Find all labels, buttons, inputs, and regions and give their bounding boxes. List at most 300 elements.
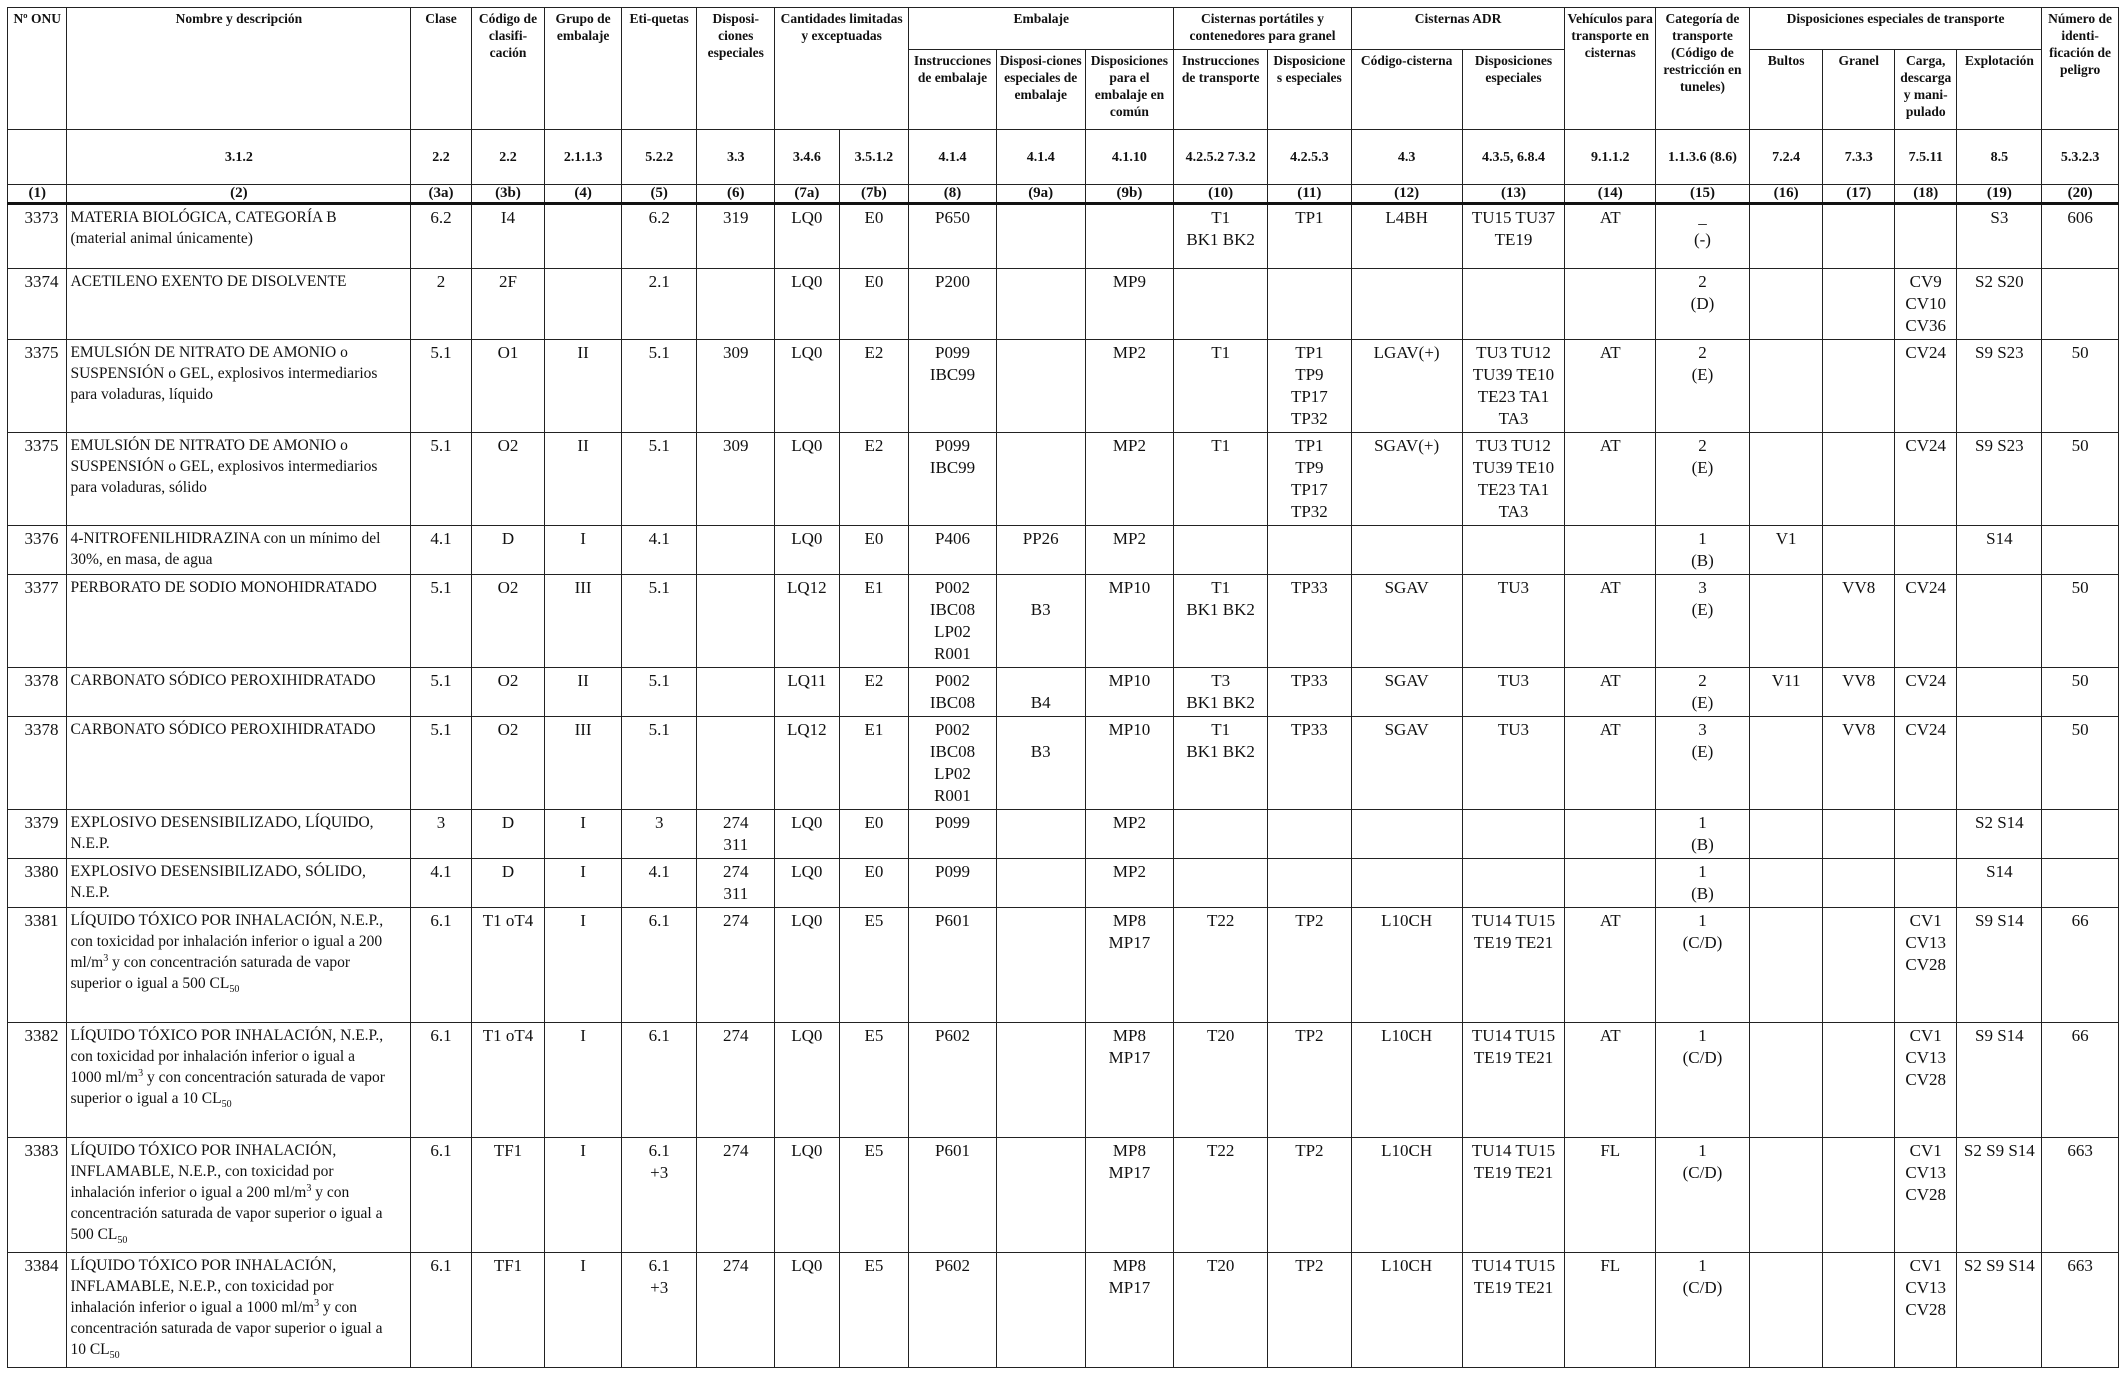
- special-provisions-cell: [697, 859, 775, 908]
- packing-special-cell: [996, 269, 1085, 340]
- header-adr-special: Disposiciones especiales: [1462, 50, 1565, 130]
- excepted-quantity-cell: E0: [839, 859, 909, 908]
- tank-code-cell: [1351, 269, 1462, 340]
- un-number-cell: 3383: [8, 1138, 67, 1253]
- name-cell-line: con toxicidad por inhalación inferior o igual a 200: [70, 933, 383, 950]
- packing-instructions-cell: [909, 1138, 997, 1253]
- loading-cell: [1894, 1138, 1957, 1253]
- packing-instructions-cell: [909, 908, 997, 1023]
- packing-special-cell-line: B3: [1030, 600, 1051, 619]
- packing-instructions-cell: [909, 1253, 997, 1368]
- operation-cell-line: S2 S9 S14: [1963, 1141, 2035, 1160]
- packing-special-cell: [996, 204, 1085, 269]
- transport-category-cell-line: 2: [1698, 436, 1707, 455]
- tank-code-cell: L10CH: [1351, 908, 1462, 1023]
- table-row: [8, 204, 2119, 269]
- name-cell-line: INFLAMABLE, N.E.P., con toxicidad por: [70, 1163, 334, 1180]
- transport-category-cell: [1656, 1138, 1750, 1253]
- header-transport-category: Categoría de transporte (Código de restricción en tuneles): [1656, 8, 1750, 130]
- name-cell: [67, 668, 411, 717]
- hazard-number-cell: 50: [2042, 717, 2119, 810]
- name-cell-line: para voladuras, sólido: [70, 479, 207, 496]
- adr-special-cell: [1462, 810, 1565, 859]
- tank-special-cell-line: TP32: [1290, 409, 1328, 428]
- mixed-packing-cell: [1085, 269, 1174, 340]
- packing-special-cell: [996, 433, 1085, 526]
- loading-cell: [1894, 859, 1957, 908]
- name-cell-line: concentración saturada de vapor superior o igual a: [70, 1205, 383, 1222]
- loading-cell: [1894, 340, 1957, 433]
- header-limited-quantities: Cantidades limitadas y exceptuadas: [775, 8, 909, 130]
- special-provisions-cell: [697, 575, 775, 668]
- bulk-cell: [1823, 859, 1895, 908]
- name-cell-line: LÍQUIDO TÓXICO POR INHALACIÓN,: [70, 1142, 337, 1159]
- mixed-packing-cell: [1085, 810, 1174, 859]
- tank-instructions-cell: [1174, 717, 1268, 810]
- loading-cell-line: CV13: [1905, 1163, 1947, 1182]
- tank-instructions-cell-line: T22: [1206, 911, 1235, 930]
- adr-special-cell-line: TA3: [1498, 409, 1529, 428]
- loading-cell-line: CV10: [1905, 294, 1947, 313]
- tank-vehicle-cell: AT: [1565, 668, 1656, 717]
- adr-special-cell: [1462, 717, 1565, 810]
- classification-code-cell: TF1: [471, 1138, 545, 1253]
- packing-instructions-cell: [909, 269, 997, 340]
- header-name: Nombre y descripción: [67, 8, 411, 130]
- tank-special-cell: [1268, 340, 1352, 433]
- header-packing-group: Grupo de embalaje: [545, 8, 622, 130]
- excepted-quantity-cell: E0: [839, 526, 909, 575]
- packages-cell: [1749, 269, 1823, 340]
- labels-cell-line: 4.1: [648, 529, 670, 548]
- name-cell-line: 30%, en masa, de agua: [70, 551, 213, 568]
- operation-cell-line: S9 S23: [1975, 436, 2024, 455]
- transport-category-cell-line: (B): [1691, 884, 1714, 903]
- header-mixed-packing: Disposiciones para el embalaje en común: [1085, 50, 1174, 130]
- mixed-packing-cell-line: MP17: [1108, 1163, 1151, 1182]
- transport-category-cell-line: 1: [1698, 529, 1707, 548]
- special-provisions-cell: [697, 668, 775, 717]
- header-un-number: Nº ONU: [8, 8, 67, 130]
- special-provisions-cell-line: 309: [723, 436, 749, 455]
- packing-group-cell: I: [545, 1023, 622, 1138]
- excepted-quantity-cell: E5: [839, 1138, 909, 1253]
- dangerous-goods-table-page: [7, 7, 2119, 1368]
- special-provisions-cell-line: 274: [723, 1141, 749, 1160]
- special-provisions-cell: [697, 1138, 775, 1253]
- special-provisions-cell: [697, 908, 775, 1023]
- excepted-quantity-cell: E0: [839, 204, 909, 269]
- tank-code-cell: L10CH: [1351, 1138, 1462, 1253]
- hazard-number-cell: 66: [2042, 908, 2119, 1023]
- class-cell: 6.1: [411, 908, 471, 1023]
- name-cell-line: superior o igual a 10 $CL_{50}$: [70, 1090, 232, 1111]
- mixed-packing-cell-line: MP8: [1112, 911, 1146, 930]
- tank-instructions-cell-line: BK1 BK2: [1186, 600, 1255, 619]
- tank-instructions-cell-line: T1: [1211, 343, 1231, 362]
- header-tank-special: Disposicione s especiales: [1268, 50, 1352, 130]
- packing-instructions-cell-line: R001: [934, 786, 971, 805]
- header-bulk: Granel: [1823, 50, 1895, 130]
- hazard-number-cell: 606: [2042, 204, 2119, 269]
- tank-instructions-cell-line: BK1 BK2: [1186, 230, 1255, 249]
- tank-special-cell-line: TP2: [1295, 1256, 1324, 1275]
- loading-cell: [1894, 526, 1957, 575]
- mixed-packing-cell-line: MP10: [1108, 578, 1151, 597]
- name-cell-line: superior o igual a 500 $CL_{50}$: [70, 975, 240, 996]
- loading-cell: [1894, 575, 1957, 668]
- packing-instructions-cell-line: IBC99: [929, 365, 976, 384]
- tank-code-cell: SGAV(+): [1351, 433, 1462, 526]
- operation-cell-line: S2 S14: [1975, 813, 2024, 832]
- class-cell: 5.1: [411, 340, 471, 433]
- un-number-cell: 3379: [8, 810, 67, 859]
- operation-cell: [1957, 269, 2042, 340]
- tank-code-cell: [1351, 526, 1462, 575]
- name-cell-line: 500 $CL_{50}$: [70, 1226, 128, 1247]
- section-ref-cell: 3.1.2: [67, 130, 411, 185]
- adr-special-cell-line: TU15 TU37: [1471, 208, 1556, 227]
- tank-instructions-cell-line: T20: [1206, 1026, 1235, 1045]
- un-number-cell: 3382: [8, 1023, 67, 1138]
- tank-vehicle-cell: AT: [1565, 717, 1656, 810]
- operation-cell: [1957, 717, 2042, 810]
- packages-cell: [1749, 433, 1823, 526]
- name-cell: [67, 269, 411, 340]
- operation-cell: [1957, 908, 2042, 1023]
- limited-quantity-cell: LQ12: [775, 717, 840, 810]
- packing-instructions-cell-line: P002: [935, 671, 970, 690]
- column-number-cell: (4): [545, 185, 622, 204]
- adr-special-cell-line: TE19 TE21: [1473, 933, 1554, 952]
- name-cell: [67, 433, 411, 526]
- packing-instructions-cell: [909, 810, 997, 859]
- column-number-cell: (11): [1268, 185, 1352, 204]
- packing-group-cell: [545, 204, 622, 269]
- packing-group-cell: I: [545, 859, 622, 908]
- tank-vehicle-cell: AT: [1565, 433, 1656, 526]
- loading-cell: [1894, 1023, 1957, 1138]
- mixed-packing-cell-line: MP17: [1108, 1278, 1151, 1297]
- classification-code-cell: O2: [471, 717, 545, 810]
- header-special-provisions: Disposi-ciones especiales: [697, 8, 775, 130]
- transport-category-cell-line: (C/D): [1682, 1278, 1723, 1297]
- un-number-cell: 3384: [8, 1253, 67, 1368]
- loading-cell-line: CV13: [1905, 1048, 1947, 1067]
- special-provisions-cell-line: 274: [723, 813, 749, 832]
- packing-special-cell-line: B3: [1030, 742, 1051, 761]
- header-packing-instructions: Instrucciones de embalaje: [909, 50, 997, 130]
- tank-instructions-cell: [1174, 433, 1268, 526]
- limited-quantity-cell: LQ0: [775, 526, 840, 575]
- operation-cell: [1957, 526, 2042, 575]
- column-number-cell: (5): [621, 185, 697, 204]
- packing-group-cell: II: [545, 433, 622, 526]
- excepted-quantity-cell: E2: [839, 433, 909, 526]
- operation-cell-line: S9 S14: [1975, 1026, 2024, 1045]
- name-cell-line: inhalación inferior o igual a 200 $ml/m^3$ y con: [70, 1182, 350, 1201]
- name-cell-line: LÍQUIDO TÓXICO POR INHALACIÓN, N.E.P.,: [70, 1027, 384, 1044]
- tank-special-cell-line: TP2: [1295, 1141, 1324, 1160]
- packing-special-cell: [996, 810, 1085, 859]
- table-header: [8, 8, 2119, 204]
- adr-special-cell-line: TE19 TE21: [1473, 1163, 1554, 1182]
- name-cell-line: SUSPENSIÓN o GEL, explosivos intermediarios: [70, 458, 378, 475]
- operation-cell: [1957, 204, 2042, 269]
- name-cell: [67, 717, 411, 810]
- loading-cell-line: CV28: [1905, 1185, 1947, 1204]
- labels-cell: [621, 526, 697, 575]
- name-cell: [67, 859, 411, 908]
- limited-quantity-cell: LQ0: [775, 1138, 840, 1253]
- labels-cell-line: 5.1: [648, 671, 670, 690]
- name-cell-line: PERBORATO DE SODIO MONOHIDRATADO: [70, 579, 377, 596]
- special-provisions-cell: [697, 340, 775, 433]
- special-provisions-cell: [697, 269, 775, 340]
- limited-quantity-cell: LQ0: [775, 810, 840, 859]
- packing-instructions-cell-line: P099: [935, 813, 970, 832]
- packing-special-cell: [996, 1138, 1085, 1253]
- packing-instructions-cell-line: LP02: [934, 764, 971, 783]
- name-cell-line: N.E.P.: [70, 884, 110, 901]
- tank-special-cell: [1268, 859, 1352, 908]
- packing-group-cell: I: [545, 810, 622, 859]
- packing-instructions-cell: [909, 575, 997, 668]
- operation-cell: [1957, 1138, 2042, 1253]
- table-row: [8, 859, 2119, 908]
- tank-vehicle-cell: FL: [1565, 1138, 1656, 1253]
- mixed-packing-cell: [1085, 204, 1174, 269]
- tank-special-cell: [1268, 1023, 1352, 1138]
- labels-cell: [621, 908, 697, 1023]
- section-ref-cell: 4.2.5.2 7.3.2: [1174, 130, 1268, 185]
- limited-quantity-cell: LQ0: [775, 859, 840, 908]
- loading-cell-line: CV24: [1905, 343, 1947, 362]
- column-number-cell: (13): [1462, 185, 1565, 204]
- section-ref-cell: 1.1.3.6 (8.6): [1656, 130, 1750, 185]
- excepted-quantity-cell: E0: [839, 810, 909, 859]
- classification-code-cell: TF1: [471, 1253, 545, 1368]
- labels-cell-line: +3: [650, 1278, 669, 1297]
- name-cell-line: 1000 $ml/m^3$ y con concentración saturada de vapor: [70, 1067, 385, 1086]
- un-number-cell: 3381: [8, 908, 67, 1023]
- tank-instructions-cell: [1174, 204, 1268, 269]
- class-cell: 6.2: [411, 204, 471, 269]
- packing-instructions-cell-line: P601: [935, 911, 970, 930]
- un-number-cell: 3378: [8, 717, 67, 810]
- packages-cell: V11: [1749, 668, 1823, 717]
- bulk-cell: VV8: [1823, 668, 1895, 717]
- tank-vehicle-cell: AT: [1565, 1023, 1656, 1138]
- limited-quantity-cell: LQ0: [775, 1253, 840, 1368]
- name-cell: [67, 526, 411, 575]
- tank-special-cell: [1268, 1138, 1352, 1253]
- special-provisions-cell: [697, 433, 775, 526]
- loading-cell: [1894, 810, 1957, 859]
- table-row: [8, 526, 2119, 575]
- name-cell-line: 10 $CL_{50}$: [70, 1341, 120, 1362]
- tank-special-cell-line: TP9: [1295, 458, 1324, 477]
- table-body: [8, 204, 2119, 1368]
- name-cell-line: MATERIA BIOLÓGICA, CATEGORÍA B: [70, 209, 337, 226]
- table-row: [8, 908, 2119, 1023]
- loading-cell-line: CV28: [1905, 955, 1947, 974]
- name-cell: [67, 908, 411, 1023]
- packing-instructions-cell: [909, 859, 997, 908]
- name-cell-line: EMULSIÓN DE NITRATO DE AMONIO o: [70, 344, 348, 361]
- section-ref-cell: 7.5.11: [1894, 130, 1957, 185]
- table-row: [8, 717, 2119, 810]
- bulk-cell: [1823, 204, 1895, 269]
- transport-category-cell: [1656, 575, 1750, 668]
- adr-special-cell: [1462, 908, 1565, 1023]
- name-cell-line: LÍQUIDO TÓXICO POR INHALACIÓN,: [70, 1257, 337, 1274]
- loading-cell-line: CV24: [1905, 671, 1947, 690]
- special-provisions-cell-line: 274: [723, 911, 749, 930]
- transport-category-cell: [1656, 526, 1750, 575]
- packing-special-cell: [996, 340, 1085, 433]
- un-number-cell: 3378: [8, 668, 67, 717]
- column-number-cell: (9b): [1085, 185, 1174, 204]
- tank-special-cell-line: TP2: [1295, 1026, 1324, 1045]
- packing-instructions-cell: [909, 717, 997, 810]
- section-ref-cell: 4.3: [1351, 130, 1462, 185]
- packing-instructions-cell-line: P602: [935, 1256, 970, 1275]
- section-ref-cell: 7.3.3: [1823, 130, 1895, 185]
- class-cell: 5.1: [411, 668, 471, 717]
- name-cell-line: EMULSIÓN DE NITRATO DE AMONIO o: [70, 437, 348, 454]
- excepted-quantity-cell: E5: [839, 908, 909, 1023]
- classification-code-cell: O2: [471, 668, 545, 717]
- name-cell-line: INFLAMABLE, N.E.P., con toxicidad por: [70, 1278, 334, 1295]
- header-loading: Carga, descarga y mani-pulado: [1894, 50, 1957, 130]
- loading-cell: [1894, 1253, 1957, 1368]
- table-row: [8, 433, 2119, 526]
- adr-special-cell-line: TU39 TE10: [1472, 458, 1555, 477]
- tank-special-cell: [1268, 204, 1352, 269]
- tank-instructions-cell: [1174, 1023, 1268, 1138]
- class-cell: 4.1: [411, 526, 471, 575]
- operation-cell: [1957, 575, 2042, 668]
- tank-vehicle-cell: AT: [1565, 204, 1656, 269]
- operation-cell-line: S9 S23: [1975, 343, 2024, 362]
- tank-special-cell: [1268, 526, 1352, 575]
- header-tank-instructions: Instrucciones de transporte: [1174, 50, 1268, 130]
- section-reference-row: [8, 130, 2119, 185]
- special-provisions-cell: [697, 204, 775, 269]
- tank-vehicle-cell: [1565, 526, 1656, 575]
- column-number-cell: (6): [697, 185, 775, 204]
- column-number-row: [8, 185, 2119, 204]
- mixed-packing-cell-line: MP8: [1112, 1256, 1146, 1275]
- hazard-number-cell: 66: [2042, 1023, 2119, 1138]
- labels-cell: [621, 433, 697, 526]
- hazard-number-cell: 50: [2042, 668, 2119, 717]
- limited-quantity-cell: LQ0: [775, 269, 840, 340]
- special-provisions-cell: [697, 1023, 775, 1138]
- header-packages: Bultos: [1749, 50, 1823, 130]
- adr-special-cell: [1462, 1253, 1565, 1368]
- transport-category-cell-line: 1: [1698, 1256, 1707, 1275]
- name-cell-line: inhalación inferior o igual a 1000 $ml/m^3$ y con: [70, 1297, 357, 1316]
- classification-code-cell: D: [471, 810, 545, 859]
- loading-cell-line: CV24: [1905, 720, 1947, 739]
- transport-category-cell-line: (E): [1691, 693, 1714, 712]
- transport-category-cell-line: (C/D): [1682, 933, 1723, 952]
- bulk-cell: [1823, 340, 1895, 433]
- table-row: [8, 1023, 2119, 1138]
- header-labels: Eti-quetas: [621, 8, 697, 130]
- loading-cell: [1894, 717, 1957, 810]
- packing-special-cell: [996, 859, 1085, 908]
- column-number-cell: (8): [909, 185, 997, 204]
- hazard-number-cell: 50: [2042, 433, 2119, 526]
- tank-special-cell-line: TP33: [1290, 671, 1328, 690]
- packing-instructions-cell: [909, 433, 997, 526]
- loading-cell-line: CV24: [1905, 578, 1947, 597]
- adr-special-cell: [1462, 1023, 1565, 1138]
- labels-cell-line: 6.1: [648, 911, 670, 930]
- transport-category-cell-line: 2: [1698, 343, 1707, 362]
- operation-cell-line: S3: [1990, 208, 2009, 227]
- transport-category-cell-line: 1: [1698, 1141, 1707, 1160]
- hazard-number-cell: [2042, 526, 2119, 575]
- un-number-cell: 3374: [8, 269, 67, 340]
- column-number-cell: (3a): [411, 185, 471, 204]
- labels-cell: [621, 859, 697, 908]
- column-number-cell: (10): [1174, 185, 1268, 204]
- packing-instructions-cell-line: P002: [935, 720, 970, 739]
- tank-code-cell: SGAV: [1351, 717, 1462, 810]
- loading-cell: [1894, 908, 1957, 1023]
- operation-cell: [1957, 810, 2042, 859]
- operation-cell-line: S2 S9 S14: [1963, 1256, 2035, 1275]
- packages-cell: [1749, 859, 1823, 908]
- tank-code-cell: L4BH: [1351, 204, 1462, 269]
- bulk-cell: [1823, 1023, 1895, 1138]
- name-cell-line: (material animal únicamente): [70, 230, 253, 247]
- class-cell: 6.1: [411, 1253, 471, 1368]
- adr-special-cell: [1462, 668, 1565, 717]
- excepted-quantity-cell: E5: [839, 1023, 909, 1138]
- transport-category-cell-line: (-): [1693, 230, 1711, 249]
- hazard-number-cell: 663: [2042, 1253, 2119, 1368]
- packing-instructions-cell-line: P602: [935, 1026, 970, 1045]
- special-provisions-cell-line: 311: [723, 884, 749, 903]
- transport-category-cell-line: (E): [1691, 600, 1714, 619]
- packing-group-cell: I: [545, 1253, 622, 1368]
- name-cell-line: para voladuras, líquido: [70, 386, 213, 403]
- transport-category-cell-line: 3: [1698, 578, 1707, 597]
- packing-group-cell: [545, 269, 622, 340]
- name-cell: [67, 1023, 411, 1138]
- column-number-cell: (7a): [775, 185, 840, 204]
- transport-category-cell-line: (E): [1691, 458, 1714, 477]
- transport-category-cell-line: 3: [1698, 720, 1707, 739]
- labels-cell: [621, 340, 697, 433]
- limited-quantity-cell: LQ11: [775, 668, 840, 717]
- adr-special-cell: [1462, 1138, 1565, 1253]
- name-cell-line: CARBONATO SÓDICO PEROXIHIDRATADO: [70, 672, 376, 689]
- header-packing-special: Disposi-ciones especiales de embalaje: [996, 50, 1085, 130]
- packages-cell: V1: [1749, 526, 1823, 575]
- name-cell-line: con toxicidad por inhalación inferior o igual a: [70, 1048, 355, 1065]
- adr-special-cell-line: TE19 TE21: [1473, 1048, 1554, 1067]
- labels-cell-line: 4.1: [648, 862, 670, 881]
- section-ref-cell: 2.1.1.3: [545, 130, 622, 185]
- packages-cell: [1749, 717, 1823, 810]
- class-cell: 6.1: [411, 1138, 471, 1253]
